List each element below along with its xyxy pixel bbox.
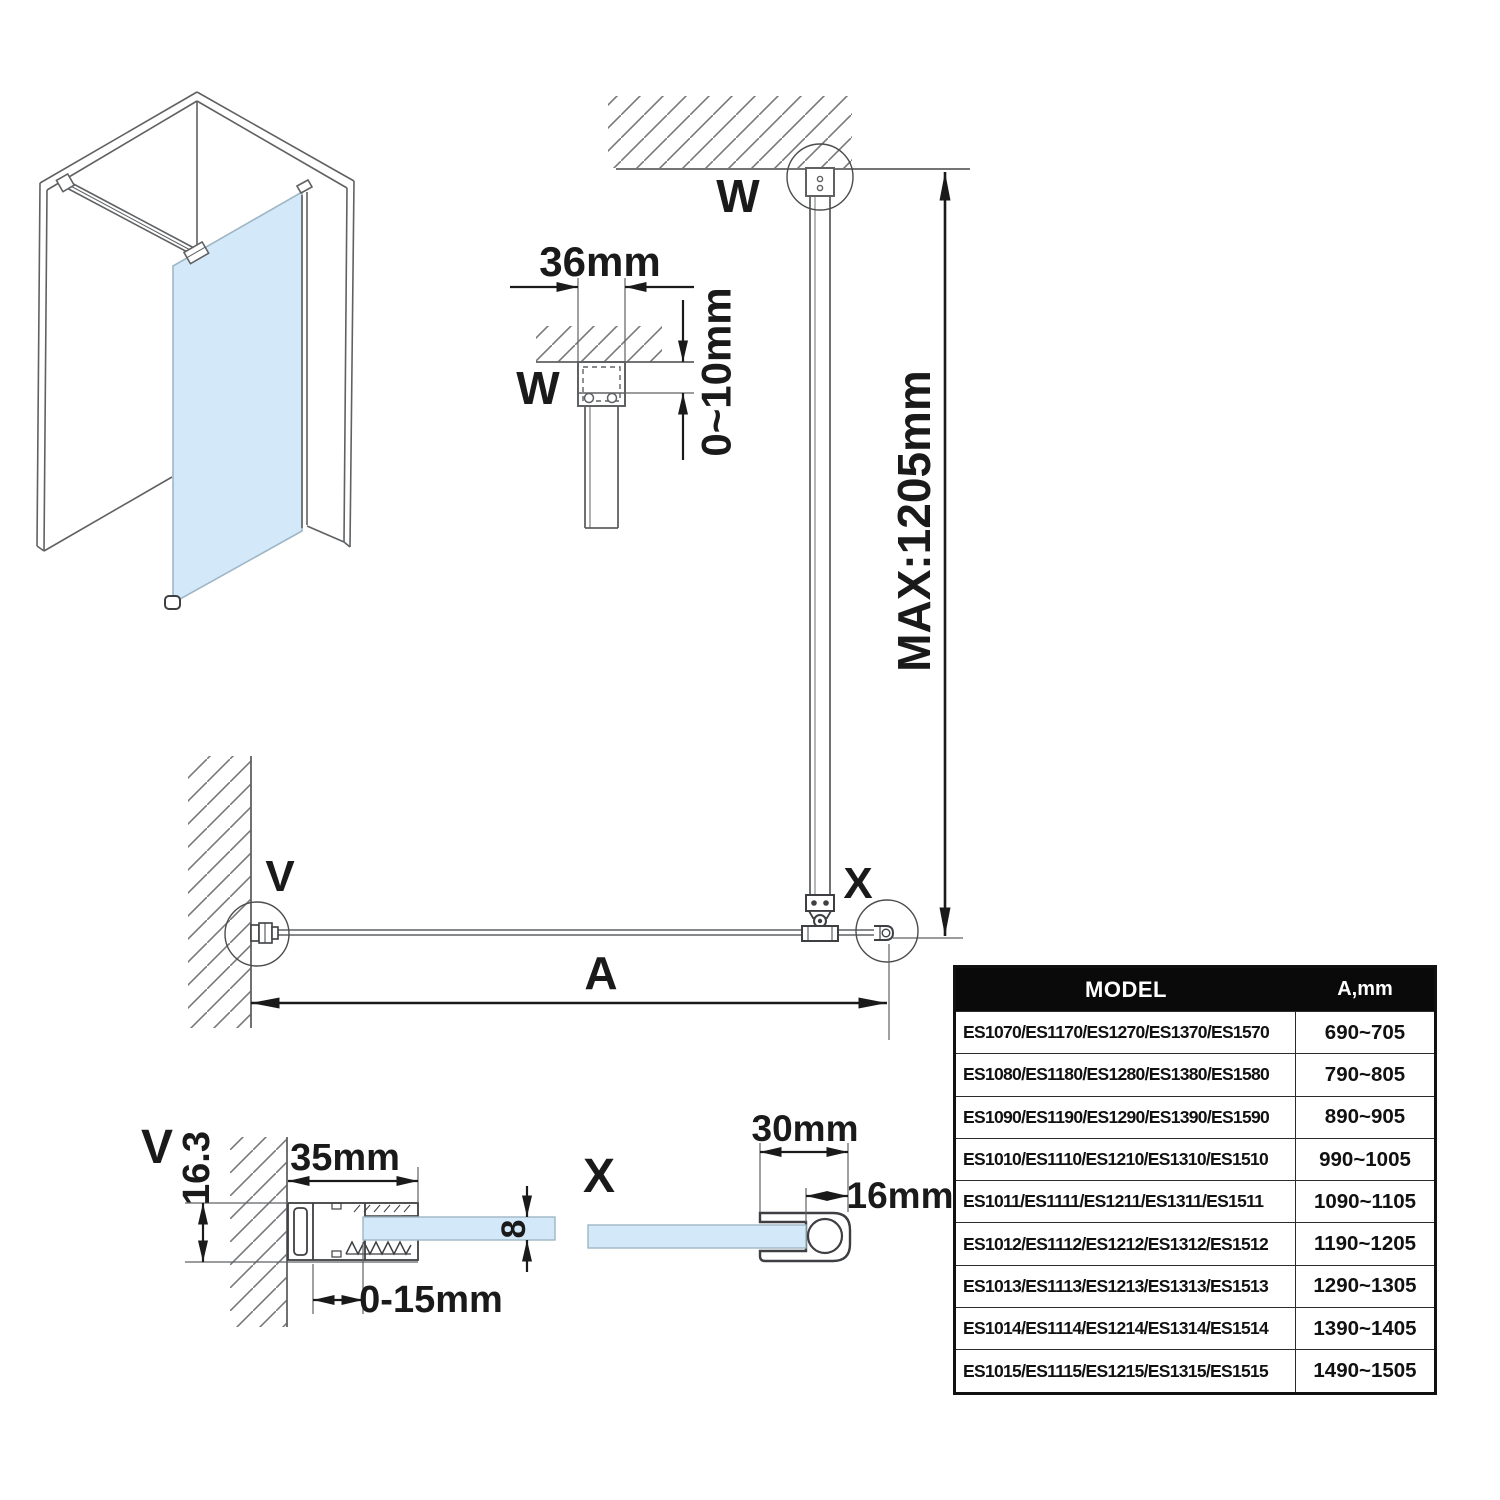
dim-36mm-label: 36mm	[539, 238, 661, 285]
table-row	[956, 1096, 1434, 1138]
model-cell: ES1012/ES1112/ES1212/ES1312/ES1512	[956, 1223, 1296, 1264]
dim-16mm-label: 16mm	[846, 1175, 954, 1216]
model-cell: ES1011/ES1111/ES1211/ES1311/ES1511	[956, 1181, 1296, 1222]
table-row	[956, 1307, 1434, 1349]
detail-x-label: X	[582, 1150, 616, 1203]
detail-w-label: W	[516, 362, 560, 414]
detail-v-callout	[141, 1121, 555, 1327]
spec-table-body	[956, 1011, 1434, 1392]
elevation-view	[608, 96, 970, 938]
a-mm-cell: 890~905	[1324, 1105, 1406, 1129]
table-row	[956, 1265, 1434, 1307]
detail-v-hatch	[230, 1137, 287, 1327]
a-mm-cell: 1490~1505	[1313, 1359, 1417, 1383]
table-row	[956, 1180, 1434, 1222]
ceiling-bracket	[806, 168, 834, 196]
table-row	[956, 1138, 1434, 1180]
model-cell: ES1014/ES1114/ES1214/ES1314/ES1514	[956, 1308, 1296, 1349]
support-bar-stub	[585, 406, 618, 528]
detail-w-callout	[510, 238, 740, 528]
plan-end-cap	[874, 926, 893, 940]
plan-wall-bracket	[251, 923, 278, 943]
dim-35mm-label: 35mm	[290, 1137, 400, 1179]
table-row	[956, 1011, 1434, 1053]
table-row	[956, 1222, 1434, 1264]
a-mm-cell: 790~805	[1324, 1062, 1406, 1086]
ceiling-hatch	[608, 96, 852, 168]
plan-glass	[277, 930, 874, 935]
isometric-view	[37, 92, 354, 609]
detail-x-glass	[588, 1225, 806, 1248]
a-mm-cell: 1290~1305	[1313, 1274, 1417, 1298]
wall-hatch	[188, 756, 251, 1028]
model-cell: ES1010/ES1110/ES1210/ES1310/ES1510	[956, 1139, 1296, 1180]
end-cap-tube	[808, 1219, 842, 1253]
iso-floor-bracket	[165, 596, 180, 609]
model-cell: ES1090/ES1190/ES1290/ES1390/ES1590	[956, 1097, 1296, 1138]
bar-hinge	[806, 895, 834, 927]
detail-v-label: V	[140, 1121, 174, 1174]
model-cell: ES1015/ES1115/ES1215/ES1315/ES1515	[956, 1350, 1296, 1391]
spec-table-header-amm: A,mm	[1337, 978, 1393, 1000]
a-mm-cell: 1090~1105	[1313, 1189, 1417, 1213]
a-mm-cell: 990~1005	[1319, 1147, 1411, 1171]
dim-0-10mm-label: 0~10mm	[692, 287, 740, 457]
bracket-w-label: W	[716, 170, 760, 222]
dim-163-label: 16.3	[176, 1131, 218, 1205]
plan-bar-clamp	[802, 926, 838, 941]
dim-max-label: MAX:1205mm	[888, 370, 940, 672]
plan-x-label: X	[843, 859, 873, 908]
dim-015-label: 0-15mm	[359, 1279, 503, 1321]
iso-support-bar	[56, 174, 208, 264]
ceiling-hatch-small	[536, 326, 662, 362]
support-bar	[810, 196, 830, 897]
model-cell: ES1070/ES1170/ES1270/ES1370/ES1570	[956, 1012, 1296, 1053]
table-row	[956, 1349, 1434, 1391]
dim-8-label: 8	[495, 1219, 533, 1239]
dim-a-label: A	[584, 947, 618, 999]
plan-v-label: V	[265, 852, 295, 901]
detail-x-callout	[583, 1108, 953, 1261]
model-cell: ES1080/ES1180/ES1280/ES1380/ES1580	[956, 1054, 1296, 1095]
spec-table-header	[956, 968, 1434, 1011]
table-row	[956, 1053, 1434, 1095]
a-mm-cell: 690~705	[1324, 1020, 1406, 1044]
spec-table	[953, 965, 1437, 1395]
spec-table-header-model: MODEL	[1085, 976, 1167, 1002]
dim-30mm-label: 30mm	[751, 1108, 859, 1149]
a-mm-cell: 1190~1205	[1313, 1232, 1417, 1256]
model-cell: ES1013/ES1113/ES1213/ES1313/ES1513	[956, 1266, 1296, 1307]
ceiling-bracket-detail	[578, 362, 625, 406]
a-mm-cell: 1390~1405	[1313, 1316, 1417, 1340]
